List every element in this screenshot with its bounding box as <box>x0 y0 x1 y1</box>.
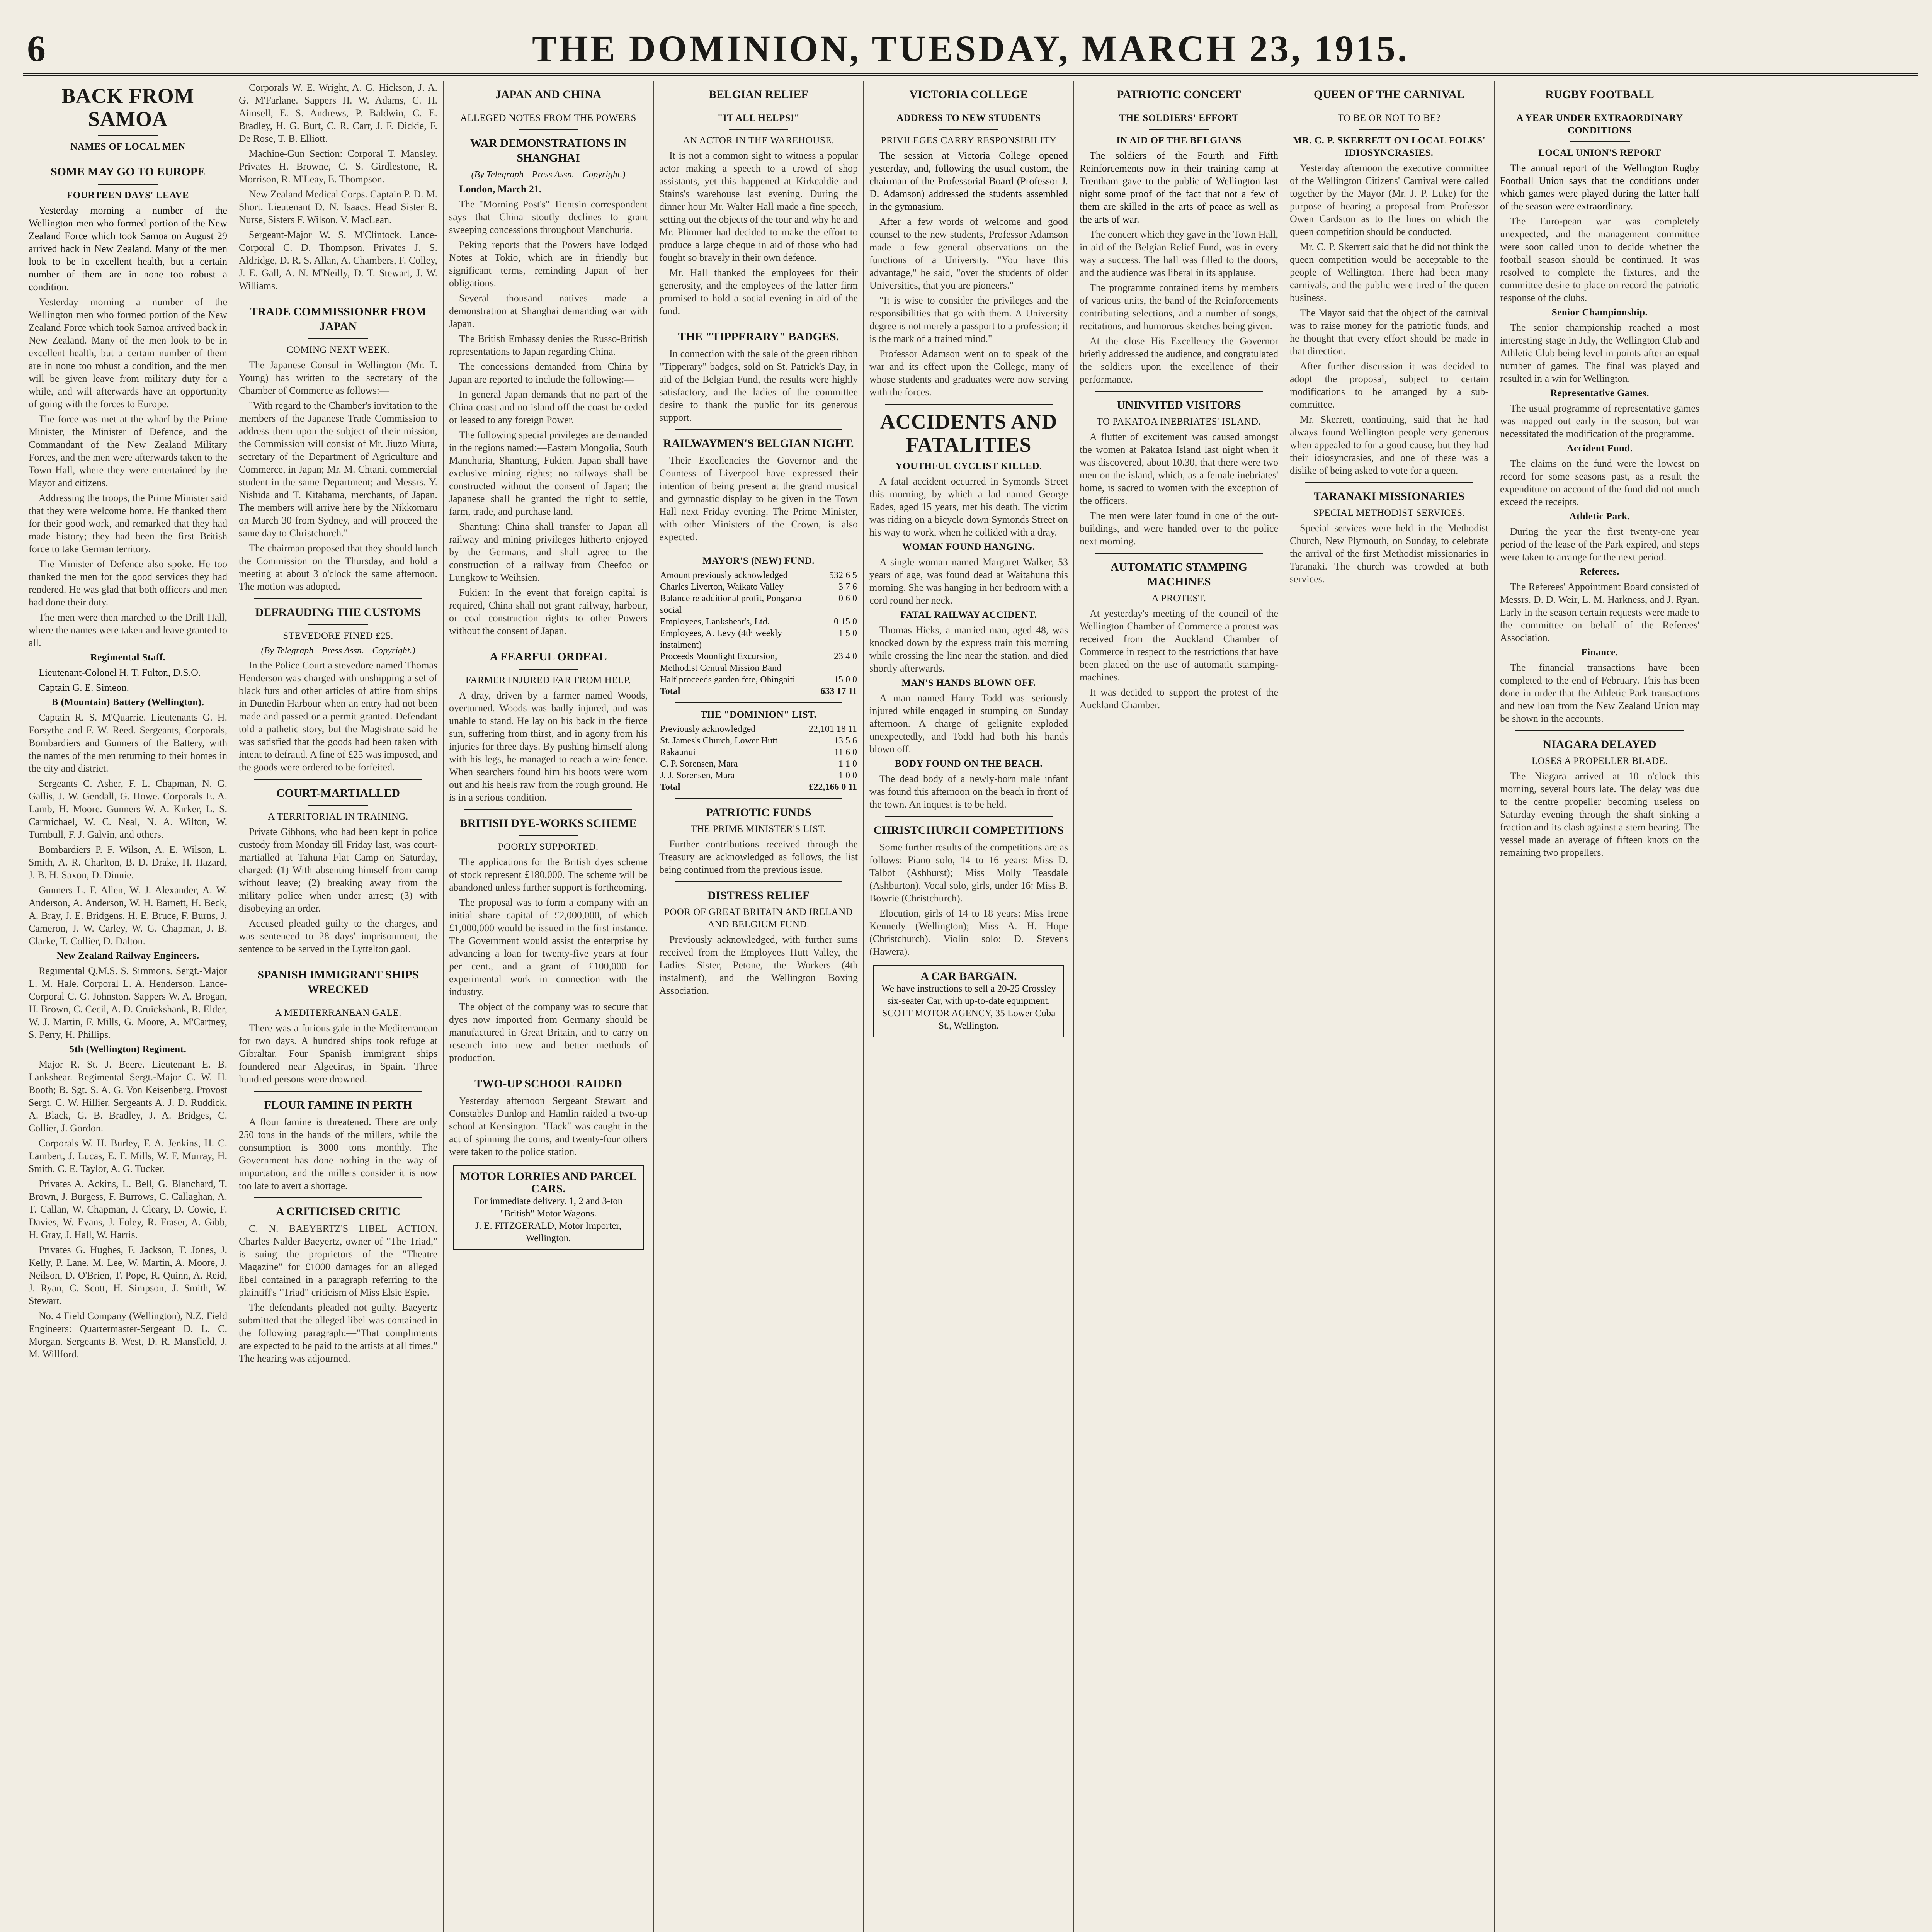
subhead-belgians: IN AID OF THE BELGIANS <box>1116 135 1242 146</box>
subhead-report: LOCAL UNION'S REPORT <box>1538 148 1661 158</box>
subhead-it-all-helps: "IT ALL HELPS!" <box>717 113 800 123</box>
dominion-fund-row <box>659 770 858 781</box>
headline-back-from-samoa: BACK FROM SAMOA <box>61 84 194 131</box>
dominion-fund-name: Total <box>660 782 680 792</box>
dominion-fund-name: J. J. Sorensen, Mara <box>660 770 735 781</box>
article-lead: The session at Victoria College opened yesterday, and, following the usual custom, the chairman of the Professorial Board (Professor J. D. Adamson) addressed the students assembled in the gymnasium. <box>869 150 1068 212</box>
column-5: VICTORIA COLLEGE ADDRESS TO NEW STUDENTS PRIVILEGES CARRY RESPONSIBILITY The session at Victoria College opened yesterday, and, following the usual custom, the chairman of the Professorial Board (Professor J. D. Adamson) addressed the students assembled in the gymnasium. After a few words of welcome and good counsel to the new students, Professor Adamson made a few general observations on the functions of a University. "You have this advantage," he said, "over the students of older Universities, that you are pioneers." "It is wise to consider the privileges and the responsibilities that go with them. A University degree is not merely a passport to a profession; it is the mark of a trained mind." Professor Adamson went on to speak of the war and its effect upon the College, many of whose students and graduates were now serving with the forces. ACCIDENTS AND FATALITIES YOUTHFUL CYCLIST KILLED. A fatal accident occurred in Symonds Street this morning, by which a lad named George Eades, aged 15 years, met his death. The victim was riding on a bicycle down Symonds Street on his way to work, when he collided with a dray. WOMAN FOUND HANGING. A single woman named Margaret Walker, 53 years of age, was found dead at Waitahuna this morning. She was hanging in her bedroom with a cord round her neck. FATAL RAILWAY ACCIDENT. Thomas Hicks, a married man, aged 48, was knocked down by the express train this morning while crossing the line near the station, and died shortly afterwards. MAN'S HANDS BLOWN OFF. A man named Harry Todd was seriously injured while engaged in stumping on Sunday afternoon. A charge of gelignite exploded unexpectedly, and Todd had both his hands blown off. BODY FOUND ON THE BEACH. The dead body of a newly-born male infant was found this afternoon on the beach in front of the town. An inquest is to be held. CHRISTCHURCH COMPETITIONS Some further results of the competitions are as follows: Piano solo, 14 to 16 years: Miss D. Talbot (Ashhurst); Miss Molly Teasdale (Ashburton). Vocal solo, girls, under 16: Miss B. Bowrie (Christchurch). Elocution, girls of 14 to 18 years: Miss Irene Kennedy (Wellington); Miss A. H. Hope (Christchurch). Violin solo: D. Stevens (Hawera). A CAR BARGAIN. We have instructions to sell a 20-25 Crossley six-seater Car, with up-to-date equipment. SCOTT MOTOR AGENCY, 35 Lower Cuba St., Wellington. <box>864 81 1074 1932</box>
mayor-fund-row <box>659 651 858 674</box>
roll-heading-staff: Regimental Staff. <box>90 652 166 663</box>
section-accident: Accident Fund. <box>1566 443 1633 454</box>
dominion-fund-amount: 13 5 6 <box>834 736 857 746</box>
headline-niagara: NIAGARA DELAYED <box>1543 738 1656 751</box>
headline-fearful-ordeal: A FEARFUL ORDEAL <box>490 650 607 663</box>
mayor-fund-row <box>659 674 858 685</box>
subhead-names: NAMES OF LOCAL MEN <box>70 141 185 152</box>
subhead-territorial: A TERRITORIAL IN TRAINING. <box>268 811 408 822</box>
section-referees: Referees. <box>1580 566 1619 577</box>
subhead-poor: POOR OF GREAT BRITAIN AND IRELAND AND BELGIUM FUND. <box>664 907 853 930</box>
mayor-fund-amount: 0 6 0 <box>838 594 857 604</box>
newspaper-title: THE DOMINION, TUESDAY, MARCH 23, 1915. <box>532 28 1410 69</box>
subhead-propeller: LOSES A PROPELLER BLADE. <box>1531 756 1668 766</box>
column-1: BACK FROM SAMOA NAMES OF LOCAL MEN SOME MAY GO TO EUROPE FOURTEEN DAYS' LEAVE Yesterday morning a number of the Wellington men who formed portion of the New Zealand Force which took Samoa on August 29 arrived back in New Zealand. Many of the men look to be in excellent health, but a certain number of them are in none too robust a condition. Yesterday morning a number of the Wellington men who formed portion of the New Zealand Force which took Samoa arrived back in New Zealand. Many of the men look to be in excellent health, but a certain number of them are in none too robust a condition, and the men will be given leave from military duty for a while, and will afterwards have an opportunity of going with the forces to Europe. The force was met at the wharf by the Prime Minister, the Minister of Defence, and the Commandant of the New Zealand Military Forces, and the men were afterwards taken to the Town Hall, where they were entertained by the Mayor and citizens. Addressing the troops, the Prime Minister said that they were welcome home. He thanked them for their good work, and remarked that they had made history; they had been the first British force to take German territory. The Minister of Defence also spoke. He too thanked the men for the good services they had rendered. He was glad that both officers and men had done their duty. The men were then marched to the Drill Hall, where the names were taken and leave granted to all. Regimental Staff. Lieutenant-Colonel H. T. Fulton, D.S.O. Captain G. E. Simeon. B (Mountain) Battery (Wellington). Captain R. S. M'Quarrie. Lieutenants G. H. Forsythe and F. W. Reed. Sergeants, Corporals, Bombardiers and Gunners of the Battery, with the names of the men returning to their homes in the city and district. Sergeants C. Asher, F. L. Chapman, N. G. Gallis, J. W. Gendall, G. Howe. Corporals E. A. Lamb, H. Moore. Gunners W. A. Kirker, L. S. Carmichael, W. C. Neal, N. A. Wilton, W. Turnbull, F. J. Galvin, and others. Bombardiers P. F. Wilson, A. E. Wilson, L. Smith, A. R. Charlton, B. D. Drake, H. Hazard, J. B. H. Saxon, D. Dinnie. Gunners L. F. Allen, W. J. Alexander, A. W. Anderson, A. Anderson, W. H. Barnett, H. Beck, A. Bray, J. E. Bridgens, H. E. Bruce, F. Burns, J. Cameron, J. W. Carley, W. G. Chapman, J. B. Clarke, T. Collier, D. Dalton. New Zealand Railway Engineers. Regimental Q.M.S. S. Simmons. Sergt.-Major L. M. Hale. Corporal L. A. Henderson. Lance-Corporal C. G. Johnston. Sappers W. A. Brogan, H. Brown, C. Cecil, A. D. Cruickshank, R. Elder, W. J. Martin, F. Mills, G. Moore, A. M'Cartney, S. Perry, H. Phillips. 5th (Wellington) Regiment. Major R. St. J. Beere. Lieutenant E. B. Lankshear. Regimental Sergt.-Major C. W. H. Booth; B. Sgt. S. A. G. Von Keisenberg. Provost Sergt. C. W. Hillier. Sergeants A. J. D. Ruddick, A. Black, G. B. Bradley, J. A. Bridges, C. Collier, J. Gordon. Corporals W. H. Burley, F. A. Jenkins, H. C. Lambert, J. Lucas, E. F. Mills, W. F. Murray, H. Smith, C. E. Taylor, A. G. Tucker. Privates A. Ackins, L. Bell, G. Blanchard, T. Brown, J. Burgess, F. Burrows, C. Callaghan, A. T. Callan, W. Chapman, J. Cleary, D. Cowie, F. Davies, W. Evans, J. Foley, R. Fraser, A. Gibb, H. Gray, J. Hall, W. Harris. Privates G. Hughes, F. Jackson, T. Jones, J. Kelly, P. Lane, M. Lee, W. Martin, A. Moore, J. Neilson, D. O'Brien, T. Pope, R. Quinn, A. Reid, J. Ryan, C. Scott, H. Simpson, J. Smith, W. Stewart. No. 4 Field Company (Wellington), N.Z. Field Engineers: Quartermaster-Sergeant D. L. C. Morgan. Sergeants B. West, D. R. Mansfield, J. M. Willford. <box>23 81 233 1932</box>
dominion-fund-name: Rakaunui <box>660 747 696 757</box>
roll-fulton: Lieutenant-Colonel H. T. Fulton, D.S.O. <box>39 667 201 678</box>
section-athletic-park: Athletic Park. <box>1569 511 1630 522</box>
dominion-fund-amount: 1 1 0 <box>838 759 857 769</box>
fund-heading-dominion: THE "DOMINION" LIST. <box>700 709 817 720</box>
mayor-fund-row <box>659 685 858 697</box>
subhead-to-be: TO BE OR NOT TO BE? <box>1337 113 1441 123</box>
subhead-gale: A MEDITERRANEAN GALE. <box>275 1008 401 1018</box>
headline-stamping-machines: AUTOMATIC STAMPING MACHINES <box>1110 561 1248 588</box>
mayor-fund-name: Amount previously acknowledged <box>660 570 788 580</box>
headline-belgian-relief: BELGIAN RELIEF <box>709 88 808 101</box>
byline: (By Telegraph—Press Assn.—Copyright.) <box>471 170 626 180</box>
advertisement-motor-lorries: MOTOR LORRIES AND PARCEL CARS. For immediate delivery. 1, 2 and 3-ton "British" Motor Wagons. J. E. FITZGERALD, Motor Importer, Wellington. <box>453 1165 644 1250</box>
subhead-privileges: PRIVILEGES CARRY RESPONSIBILITY <box>881 135 1057 146</box>
column-8: RUGBY FOOTBALL A YEAR UNDER EXTRAORDINARY CONDITIONS LOCAL UNION'S REPORT The annual report of the Wellington Rugby Football Union says that the conditions under which games were played during the latter half of the season were extraordinary. The Euro-pean war was completely unexpected, and the management committee were soon called upon to decide whether the football season should be continued. It was resolved to complete the fixtures, and the committee desire to place on record the patriotic response of the clubs. Senior Championship. The senior championship reached a most interesting stage in July, the Wellington Club and Athletic Club being level in points after an equal number of games. The final was played and resulted in a win for Wellington. Representative Games. The usual programme of representative games was mapped out early in the season, but war necessitated the modification of the programme. Accident Fund. The claims on the fund were the lowest on record for some seasons past, as a result the expenditure on account of the fund did not much exceed the receipts. Athletic Park. During the year the first twenty-one year period of the lease of the Park expired, and steps were taken to arrange for the next period. Referees. The Referees' Appointment Board consisted of Messrs. D. D. Weir, L. M. Harkness, and J. Ryan. Early in the season certain requests were made to the committee on behalf of the Referees' Association. Finance. The financial transactions have been completed to the end of February. This has been done in order that the Athletic Park transactions and new loan from the New Zealand Union may be shown in the accounts. NIAGARA DELAYED LOSES A PROPELLER BLADE. The Niagara arrived at 10 o'clock this morning, several hours late. The delay was due to the centre propeller becoming useless on Saturday evening through the shaft sinking a fraction and its clash against a stern bearing. The vessel made an average of fifteen knots on the remaining two propellers. <box>1500 88 1699 858</box>
subhead-extraordinary: A YEAR UNDER EXTRAORDINARY CONDITIONS <box>1516 113 1683 136</box>
mayor-fund-table <box>659 570 858 697</box>
dominion-fund-amount: 11 6 0 <box>834 747 857 757</box>
mayor-fund-name: Employees, A. Levy (4th weekly instalment) <box>660 628 782 650</box>
dominion-fund-name: Previously acknowledged <box>660 724 756 734</box>
headline-court-martialled: COURT-MARTIALLED <box>276 787 400 799</box>
mayor-fund-name: Total <box>660 686 680 696</box>
subhead-shanghai: WAR DEMONSTRATIONS IN SHANGHAI <box>470 137 627 164</box>
column-3: JAPAN AND CHINA ALLEGED NOTES FROM THE POWERS WAR DEMONSTRATIONS IN SHANGHAI (By Telegraph—Press Assn.—Copyright.) London, March 21. The "Morning Post's" Tientsin correspondent says that China stoutly declines to grant sweeping concessions throughout Manchuria. Peking reports that the Powers have lodged Notes at Tokio, which are in friendly but significant terms, reminding Japan of her obligations. Several thousand natives made a demonstration at Shanghai demanding war with Japan. The British Embassy denies the Russo-British representations to Japan regarding China. The concessions demanded from China by Japan are reported to include the following:— In general Japan demands that no part of the China coast and no island off the coast be ceded or leased to any foreign Power. The following special privileges are demanded in the regions named:—Eastern Mongolia, South Manchuria, Shantung, Fukien. Japan shall have exclusive mining rights; no railways shall be constructed without the consent of Japan; the Japanese shall be granted the right to settle, farm, trade, and purchase land. Shantung: China shall transfer to Japan all railway and mining privileges hitherto enjoyed by the Germans, and shall agree to the construction of a railway from Cheefoo or Lungkow to Weihsien. Fukien: In the event that foreign capital is required, China shall not grant railway, harbour, or coal construction rights to other Powers without the consent of Japan. A FEARFUL ORDEAL FARMER INJURED FAR FROM HELP. A dray, driven by a farmer named Woods, overturned. Woods was badly injured, and was unable to stand. He lay on his back in the fierce sun, suffering from thirst, and in agony from his injuries for three days. By pushing himself along with his legs, he managed to reach a wire fence. When searchers found him his boots were worn out and his heels raw from the rough ground. He is in a serious condition. BRITISH DYE-WORKS SCHEME POORLY SUPPORTED. The applications for the British dyes scheme of stock represent £180,000. The scheme will be abandoned unless further support is forthcoming. The proposal was to form a company with an initial share capital of £2,000,000, of which £1,000,000 would be issued in the first instance. The Government would assist the enterprise by advancing a loan for twenty-five years at four per cent., and a grant of £100,000 for experimental work in connection with the industry. The object of the company was to secure that dyes now imported from Germany should be manufactured in Great Britain, and to carry on research into new and better methods of production. TWO-UP SCHOOL RAIDED Yesterday afternoon Sergeant Stewart and Constables Dunlop and Hamlin raided a two-up school at Kensington. "Hack" was caught in the act of spinning the coins, and twenty-four others were taken to the police station. MOTOR LORRIES AND PARCEL CARS. For immediate delivery. 1, 2 and 3-ton "British" Motor Wagons. J. E. FITZGERALD, Motor Importer, Wellington. <box>444 81 654 1932</box>
mayor-fund-amount: 633 17 11 <box>820 686 857 696</box>
dominion-fund-amount: 1 0 0 <box>838 770 857 781</box>
subhead-railway: FATAL RAILWAY ACCIDENT. <box>900 610 1037 620</box>
roll-heading-regiment: 5th (Wellington) Regiment. <box>69 1044 187 1054</box>
subhead-leave: FOURTEEN DAYS' LEAVE <box>66 190 189 201</box>
headline-tipperary: THE "TIPPERARY" BADGES. <box>678 330 839 343</box>
mayor-fund-row <box>659 628 858 651</box>
column-2: Corporals W. E. Wright, A. G. Hickson, J. A. G. M'Farlane. Sappers H. W. Adams, C. H. Aimsell, E. S. Andrews, P. Baldwin, C. E. Bradley, H. G. Burt, C. R. Carr, J. F. Dickie, F. De Rose, T. B. Elliott. Machine-Gun Section: Corporal T. Mansley. Privates H. Browne, C. S. Girdlestone, R. Morrison, R. M'Leay, E. Thompson. New Zealand Medical Corps. Captain P. D. M. Short. Lieutenant D. N. Isaacs. Head Sister B. Nurse, Sisters F. Wilson, V. MacLean. Sergeant-Major W. S. M'Clintock. Lance-Corporal C. D. Thompson. Privates J. S. Aldridge, D. R. S. Allan, A. Chambers, F. Colley, J. E. Gall, A. N. M'Neilly, D. T. Stewart, J. W. Williams. TRADE COMMISSIONER FROM JAPAN COMING NEXT WEEK. The Japanese Consul in Wellington (Mr. T. Young) has written to the secretary of the Chamber of Commerce as follows:— "With regard to the Chamber's invitation to the members of the Japanese Trade Commission to address them upon the subject of their mission, the Commission will consist of Mr. Jiuzo Miura, secretary of the Department of Agriculture and Commerce, in Japan; Mr. M. Chtani, commercial student in the same Department; and Messrs. Y. Nishida and T. Kitabama, merchants, of Japan. The members will arrive here by the Nikkomaru on March 30 from Sydney, and will proceed the same day to Christchurch." The chairman proposed that they should lunch the Commission on the Thursday, and hold a meeting at about 3 o'clock the same afternoon. The motion was adopted. DEFRAUDING THE CUSTOMS STEVEDORE FINED £25. (By Telegraph—Press Assn.—Copyright.) In the Police Court a stevedore named Thomas Henderson was charged with unshipping a set of black furs and other articles of attire from ships in Dunedin Harbour when an entry had not been made and passed or a permit granted. Defendant told a pathetic story, but the Magistrate said he was satisfied that the goods had been taken with intent to defraud. A fine of £25 was imposed, and the goods were ordered to be forfeited. COURT-MARTIALLED A TERRITORIAL IN TRAINING. Private Gibbons, who had been kept in police custody from Monday till Friday last, was court-martialled at Tahuna Flat Camp on Saturday, charged: (1) With absenting himself from camp without leave; (2) breaking away from the military police when under arrest; (3) with disobeying an order. Accused pleaded guilty to the charges, and was sentenced to 28 days' imprisonment, the sentence to be served in the Lyttelton gaol. SPANISH IMMIGRANT SHIPS WRECKED A MEDITERRANEAN GALE. There was a furious gale in the Mediterranean for two days. A hundred ships took refuge at Gibraltar. Four Spanish immigrant ships foundered near Algeciras, in Spain. Three hundred persons were drowned. FLOUR FAMINE IN PERTH A flour famine is threatened. There are only 250 tons in the hands of the millers, while the consumption is 3000 tons monthly. The Government has done nothing in the way of importation, and the millers consider it is now too late to avert a shortage. A CRITICISED CRITIC C. N. BAEYERTZ'S LIBEL ACTION. Charles Nalder Baeyertz, owner of "The Triad," is suing the proprietors of the "Theatre Magazine" for £1000 damages for an alleged libel contained in a paragraph referring to the plaintiff's "Triad" criticism of Miss Elsie Espie. The defendants pleaded not guilty. Baeyertz submitted that the alleged libel was contained in the following paragraph:—"That compliments are expected to be paid to the artists at all times." The hearing was adjourned. <box>233 81 444 1932</box>
subhead-next-week: COMING NEXT WEEK. <box>286 345 390 355</box>
dateline: London, March 21. <box>459 184 542 195</box>
section-senior: Senior Championship. <box>1551 307 1648 318</box>
subhead-poorly: POORLY SUPPORTED. <box>498 842 599 852</box>
subhead-protest: A PROTEST. <box>1151 593 1206 604</box>
subhead-actor: AN ACTOR IN THE WAREHOUSE. <box>683 135 834 146</box>
subhead-cyclist: YOUTHFUL CYCLIST KILLED. <box>895 461 1042 471</box>
headline-dye-works: BRITISH DYE-WORKS SCHEME <box>459 817 637 830</box>
subhead-skerrett: MR. C. P. SKERRETT ON LOCAL FOLKS' IDIOSYNCRASIES. <box>1293 135 1486 158</box>
dominion-fund-table <box>659 723 858 793</box>
headline-spanish-ships: SPANISH IMMIGRANT SHIPS WRECKED <box>257 968 419 996</box>
mayor-fund-name: Proceeds Moonlight Excursion, Methodist Central Mission Band <box>660 651 781 673</box>
headline-patriotic-funds: PATRIOTIC FUNDS <box>706 806 811 819</box>
headline-flour-famine: FLOUR FAMINE IN PERTH <box>264 1099 412 1111</box>
dominion-fund-amount: 22,101 18 11 <box>808 724 857 734</box>
dominion-fund-row <box>659 735 858 747</box>
dominion-fund-row <box>659 781 858 793</box>
headline-railwaymen: RAILWAYMEN'S BELGIAN NIGHT. <box>663 437 854 450</box>
article-lead: The annual report of the Wellington Rugby Football Union says that the conditions under which games were played during the latter half of the season were extraordinary. <box>1500 162 1699 212</box>
masthead <box>23 27 1918 76</box>
roll-heading-battery: B (Mountain) Battery (Wellington). <box>51 697 204 707</box>
section-representative: Representative Games. <box>1550 388 1649 398</box>
subhead-address: ADDRESS TO NEW STUDENTS <box>896 113 1041 123</box>
subhead-prime-minister: THE PRIME MINISTER'S LIST. <box>690 824 827 834</box>
mayor-fund-amount: 1 5 0 <box>838 628 857 638</box>
mayor-fund-row <box>659 616 858 628</box>
section-finance: Finance. <box>1581 647 1618 658</box>
fund-heading-mayor: MAYOR'S (NEW) FUND. <box>702 556 815 566</box>
dominion-fund-row <box>659 747 858 758</box>
dominion-fund-name: St. James's Church, Lower Hutt <box>660 736 778 746</box>
subhead-europe: SOME MAY GO TO EUROPE <box>50 165 206 178</box>
dominion-fund-amount: £22,166 0 11 <box>809 782 857 792</box>
headline-rugby: RUGBY FOOTBALL <box>1545 88 1654 101</box>
dominion-fund-row <box>659 723 858 735</box>
headline-accidents: ACCIDENTS AND FATALITIES <box>880 410 1058 456</box>
dominion-fund-row <box>659 758 858 770</box>
roll-heading-engineers: New Zealand Railway Engineers. <box>56 951 199 961</box>
column-4: BELGIAN RELIEF "IT ALL HELPS!" AN ACTOR IN THE WAREHOUSE. It is not a common sight to witness a popular actor making a speech to a crowd of shop assistants, yet this happened at Kirkcaldie and Stains's warehouse last evening. During the dinner hour Mr. Walter Hall made a fine speech, setting out the objects of the tour and why he and Mr. Plimmer had decided to make the effort to produce a large cheque in aid of those who had fought so bravely in their own defence. Mr. Hall thanked the employees for their generosity, and the employees of the latter firm promised to hold a social evening in aid of the fund. THE "TIPPERARY" BADGES. In connection with the sale of the green ribbon "Tipperary" badges, sold on St. Patrick's Day, in aid of the Belgian Fund, the results were highly satisfactory, and the ladies of the committee desire to thank the public for its generous support. RAILWAYMEN'S BELGIAN NIGHT. Their Excellencies the Governor and the Countess of Liverpool have expressed their intention of being present at the grand musical and gymnastic display to be given in the Town Hall next Friday evening. The Prime Minister, with other Ministers of the Crown, is also expected. MAYOR'S (NEW) FUND. Amount previously acknowledged 532 6 5 Charles Liverton, Waikato Valley 3 7 6 Balance re additional profit, Pongaroa social 0 6 0 Employees, Lankshear's, Ltd. 0 15 0 Employees, A. Levy (4th weekly instalment) 1 5 0 Proceeds Moonlight Excursion, Methodist Central Mission Band 23 4 0 Half proceeds garden fete, Ohingaiti 15 0 0 Total 633 17 11 THE "DOMINION" LIST. Previously acknowledged 22,101 18 11 St. James's Church, Lower Hutt 13 5 6 Rakaunui 11 6 0 C. P. Sorensen, Mara 1 1 0 J. J. Sorensen, Mara 1 0 0 Total £22,166 0 11 PATRIOTIC FUNDS THE PRIME MINISTER'S LIST. Further contributions received through the Treasury are acknowledged as follows, the list being continued from the previous issue. DISTRESS RELIEF POOR OF GREAT BRITAIN AND IRELAND AND BELGIUM FUND. Previously acknowledged, with further sums received from the Employees Hutt Valley, the Ladies Sister, Petone, the Workers (4th instalment), and the Wellington Boxing Association. <box>654 81 864 1932</box>
headline-taranaki: TARANAKI MISSIONARIES <box>1313 490 1465 503</box>
advertisement-car-bargain: A CAR BARGAIN. We have instructions to sell a 20-25 Crossley six-seater Car, with up-to-date equipment. SCOTT MOTOR AGENCY, 35 Lower Cuba St., Wellington. <box>873 965 1064 1037</box>
headline-criticised-critic: A CRITICISED CRITIC <box>276 1205 400 1218</box>
article-body: Yesterday morning a number of the Wellington men who formed portion of the New Zealand Force which took Samoa arrived back in New Zealand. Many of the men look to be in excellent health, but a certain number of them are in none too robust a condition, and the men will be given leave from military duty for a while, and will afterwards have an opportunity of going with the forces to Europe. The force was met at the wharf by the Prime Minister, the Minister of Defence, and the Commandant of the New Zealand Military Forces, and the men were afterwards taken to the Town Hall, where they were entertained by the Mayor and citizens. Addressing the troops, the Prime Minister said that they were welcome home. He thanked them for their good work, and remarked that they had made history; they had been the first British force to take German territory. The Minister of Defence also spoke. He too thanked the men for the good services they had rendered. He was glad that both officers and men had done their duty. The men were then marched to the Drill Hall, where the names were taken and leave granted to all. <box>29 296 227 648</box>
headline-victoria-college: VICTORIA COLLEGE <box>909 88 1028 101</box>
subhead-soldiers: THE SOLDIERS' EFFORT <box>1119 113 1239 123</box>
subhead-woman: WOMAN FOUND HANGING. <box>902 542 1035 552</box>
dominion-fund-name: C. P. Sorensen, Mara <box>660 759 738 769</box>
columns <box>23 81 1918 1932</box>
subhead-stevedore: STEVEDORE FINED £25. <box>283 631 393 641</box>
mayor-fund-name: Half proceeds garden fete, Ohingaiti <box>660 675 795 685</box>
headline-trade-commissioner: TRADE COMMISSIONER FROM JAPAN <box>250 305 427 333</box>
roll-simeon: Captain G. E. Simeon. <box>39 682 129 693</box>
subhead-notes: ALLEGED NOTES FROM THE POWERS <box>460 113 636 123</box>
headline-distress-relief: DISTRESS RELIEF <box>707 889 810 902</box>
headline-uninvited-visitors: UNINVITED VISITORS <box>1117 399 1241 412</box>
mayor-fund-amount: 532 6 5 <box>829 570 857 580</box>
headline-queen-carnival: QUEEN OF THE CARNIVAL <box>1313 88 1465 101</box>
article-lead: Yesterday morning a number of the Wellington men who formed portion of the New Zealand Force which took Samoa on August 29 arrived back in New Zealand. Many of the men look to be in excellent health, but a certain number of them are in none too robust a condition. <box>29 205 227 293</box>
article-lead: The soldiers of the Fourth and Fifth Reinforcements now in their training camp at Trentham gave to the public of Wellington last night some proof of the fact that not a few of them are skilled in the arts of peace as well as the arts of war. <box>1080 150 1278 225</box>
subhead-methodist: SPECIAL METHODIST SERVICES. <box>1313 508 1465 518</box>
mayor-fund-row <box>659 593 858 616</box>
headline-patriotic-concert: PATRIOTIC CONCERT <box>1116 88 1242 101</box>
mayor-fund-row <box>659 570 858 581</box>
headline-japan-china: JAPAN AND CHINA <box>495 88 602 101</box>
headline-two-up: TWO-UP SCHOOL RAIDED <box>474 1077 622 1090</box>
mayor-fund-row <box>659 581 858 593</box>
headline-christchurch: CHRISTCHURCH COMPETITIONS <box>873 824 1064 837</box>
subhead-beach: BODY FOUND ON THE BEACH. <box>895 759 1043 769</box>
subhead-hands: MAN'S HANDS BLOWN OFF. <box>901 678 1036 688</box>
byline: (By Telegraph—Press Assn.—Copyright.) <box>261 646 415 656</box>
mayor-fund-name: Charles Liverton, Waikato Valley <box>660 582 784 592</box>
headline-defrauding-customs: DEFRAUDING THE CUSTOMS <box>255 606 421 619</box>
subhead-pakatoa: TO PAKATOA INEBRIATES' ISLAND. <box>1097 417 1261 427</box>
mayor-fund-amount: 23 4 0 <box>834 651 857 662</box>
mayor-fund-name: Balance re additional profit, Pongaroa social <box>660 594 801 615</box>
subhead-farmer: FARMER INJURED FAR FROM HELP. <box>465 675 631 685</box>
column-6: PATRIOTIC CONCERT THE SOLDIERS' EFFORT IN AID OF THE BELGIANS The soldiers of the Fourth and Fifth Reinforcements now in their training camp at Trentham gave to the public of Wellington last night some proof of the fact that not a few of them are skilled in the arts of peace as well as the arts of war. The concert which they gave in the Town Hall, in aid of the Belgian Relief Fund, was in every way a success. The hall was filled to the doors, and the audience was liberal in its applause. The programme contained items by members of various units, the band of the Reinforcements contributing selections, and a number of songs, recitations, and humorous sketches being given. At the close His Excellency the Governor briefly addressed the audience, and congratulated the soldiers upon the excellence of their performance. UNINVITED VISITORS TO PAKATOA INEBRIATES' ISLAND. A flutter of excitement was caused amongst the women at Pakatoa Island last night when it was discovered, about 10.30, that there were two men on the island, which, as a female inebriates' home, is sacred to women with the exception of the officers. The men were later found in one of the out-buildings, and were handed over to the police next morning. AUTOMATIC STAMPING MACHINES A PROTEST. At yesterday's meeting of the council of the Wellington Chamber of Commerce a protest was received from the Auckland Chamber of Commerce in respect to the restrictions that have been placed on the use of automatic stamping-machines. It was decided to support the protest of the Auckland Chamber. <box>1074 81 1284 1932</box>
mayor-fund-amount: 0 15 0 <box>834 617 857 627</box>
mayor-fund-amount: 15 0 0 <box>834 675 857 685</box>
mayor-fund-name: Employees, Lankshear's, Ltd. <box>660 617 770 627</box>
mayor-fund-amount: 3 7 6 <box>838 582 857 592</box>
column-7: QUEEN OF THE CARNIVAL TO BE OR NOT TO BE? MR. C. P. SKERRETT ON LOCAL FOLKS' IDIOSYNCRASIES. Yesterday afternoon the executive committee of the Wellington Citizens' Carnival were called together by the Mayor (Mr. J. P. Luke) for the purpose of hearing a proposal from Professor Owen Cardston as to the lines on which the queen competition should be conducted. Mr. C. P. Skerrett said that he did not think the queen competition would be acceptable to the people of Wellington. There had been many carnivals, and the public were tired of the queen business. The Mayor said that the object of the carnival was to raise money for the patriotic funds, and he thought that every effort should be made in that direction. After further discussion it was decided to adopt the proposal, subject to certain modifications to be arranged by a sub-committee. Mr. Skerrett, continuing, said that he had always found Wellington people very generous when appealed to for a good cause, but they had their idiosyncrasies, and one of these was a dislike of being asked to vote for a queen. TARANAKI MISSIONARIES SPECIAL METHODIST SERVICES. Special services were held in the Methodist Church, New Plymouth, on Sunday, to celebrate the arrival of the first Methodist missionaries in Taranaki. The church was crowded at both services. <box>1284 81 1495 1932</box>
page-number: 6 <box>27 28 46 69</box>
